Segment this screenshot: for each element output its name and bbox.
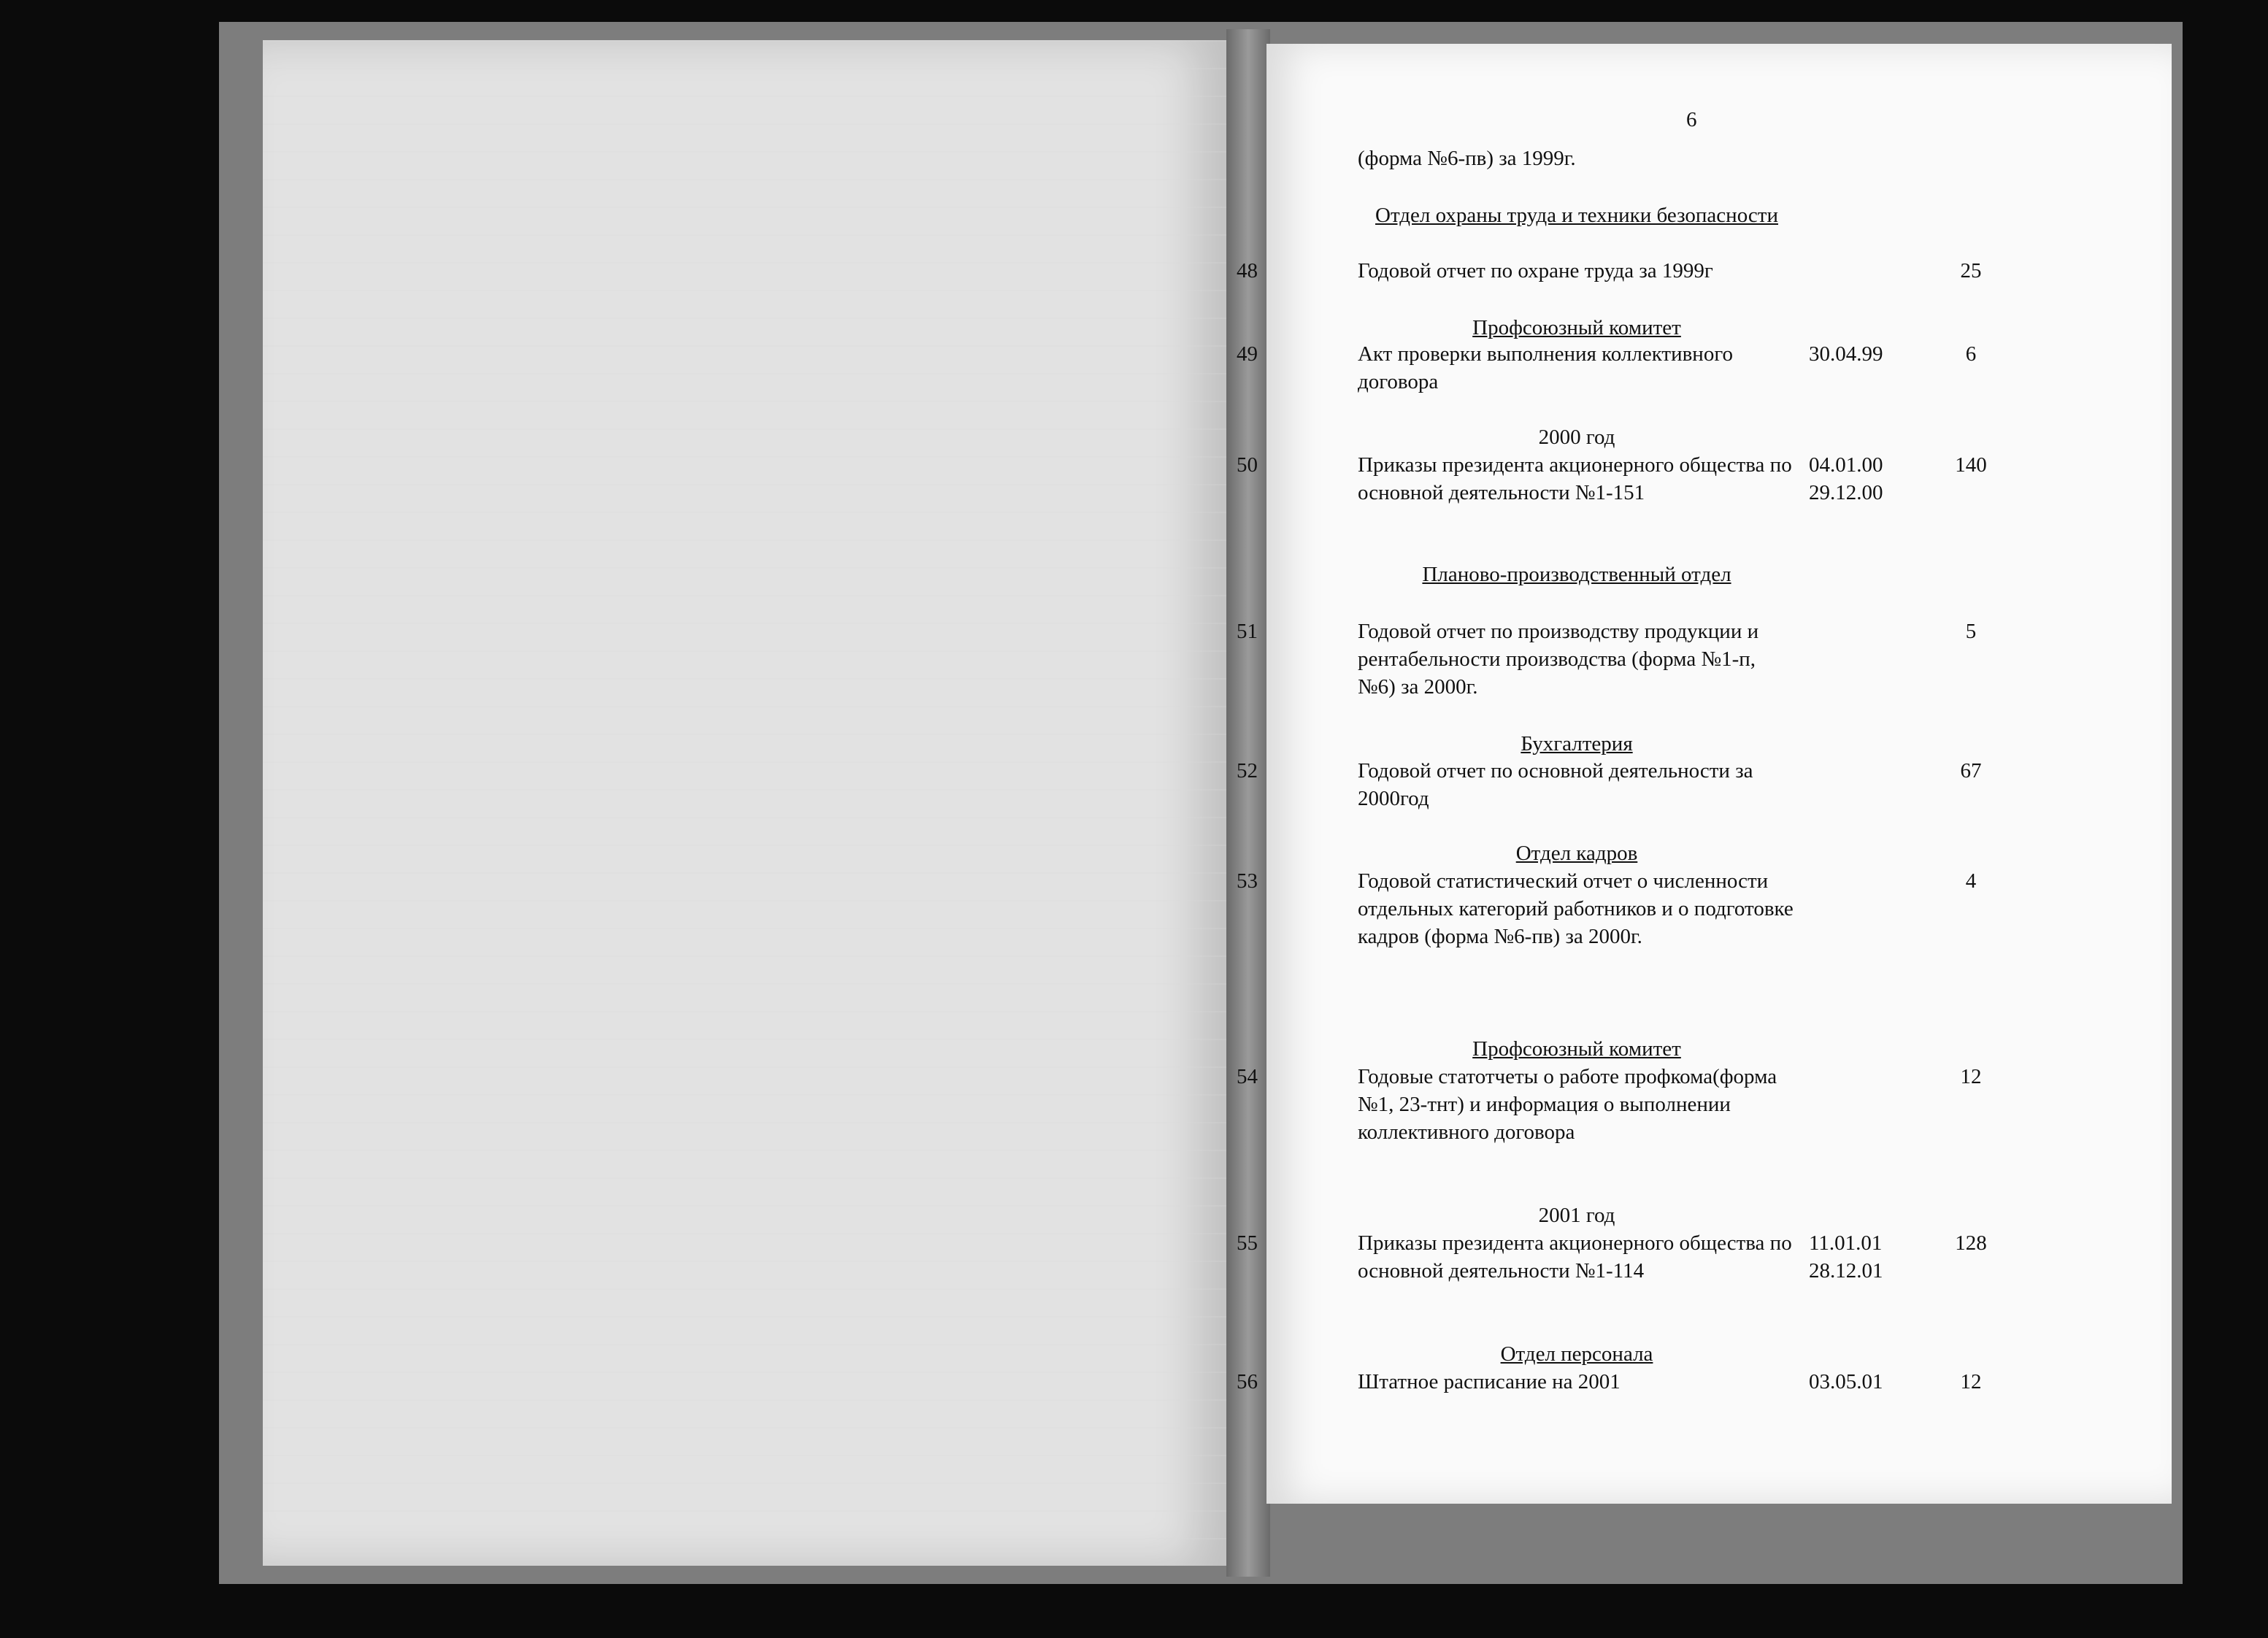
row-date: 03.05.01: [1809, 1370, 1883, 1393]
row-pages: 6: [1965, 342, 1977, 366]
row-date: 11.01.01 28.12.01: [1809, 1231, 1883, 1283]
row-pages: 140: [1955, 453, 1987, 477]
row-number: 56: [1237, 1370, 1258, 1393]
row-number: 51: [1237, 620, 1258, 643]
row-date: 04.01.00 29.12.00: [1809, 453, 1883, 504]
row-title: Приказы президента акционерного общества по основной деятельности №1-151: [1358, 453, 1792, 504]
row-pages: 25: [1960, 259, 1982, 282]
left-page: [263, 40, 1226, 1566]
row-title: Приказы президента акционерного общества по основной деятельности №1-114: [1358, 1231, 1792, 1283]
row-number: 54: [1237, 1065, 1258, 1088]
row-number: 50: [1237, 453, 1258, 477]
row-title: Акт проверки выполнения коллективного договора: [1358, 342, 1733, 393]
row-pages: 67: [1960, 759, 1982, 783]
row-pages: 12: [1960, 1370, 1982, 1393]
dept-heading: Отдел кадров: [1515, 842, 1638, 865]
dept-heading: Профсоюзный комитет: [1472, 316, 1681, 339]
dept-heading: Отдел персонала: [1500, 1342, 1653, 1366]
row-title: Годовой статистический отчет о численности отдельных категорий работников и о подготовке кадров (форма №6-пв) за 2000г.: [1358, 869, 1794, 948]
row-title: Штатное расписание на 2001: [1358, 1370, 1621, 1393]
row-pages: 4: [1965, 869, 1977, 893]
page-number: 6: [1686, 108, 1697, 131]
row-number: 48: [1237, 259, 1258, 282]
year-heading: 2000 год: [1538, 426, 1615, 449]
row-title: Годовой отчет по основной деятельности за 2000год: [1358, 759, 1753, 810]
dept-heading: Планово-производственный отдел: [1422, 563, 1731, 586]
row-pages: 5: [1965, 620, 1977, 643]
row-number: 53: [1237, 869, 1258, 893]
row-title: Годовой отчет по производству продукции и рентабельности производства (форма №1-п, №6) за 2000г.: [1358, 620, 1759, 699]
bleed-through: [263, 40, 1226, 1566]
row-number: 52: [1237, 759, 1258, 783]
row-pages: 128: [1955, 1231, 1987, 1255]
dept-heading: Отдел охраны труда и техники безопасности: [1375, 204, 1778, 227]
dept-heading: Бухгалтерия: [1521, 732, 1633, 755]
row-pages: 12: [1960, 1065, 1982, 1088]
row-number: 49: [1237, 342, 1258, 366]
year-heading: 2001 год: [1538, 1204, 1615, 1227]
row-date: 30.04.99: [1809, 342, 1883, 366]
dept-heading: Профсоюзный комитет: [1472, 1037, 1681, 1061]
row-number: 55: [1237, 1231, 1258, 1255]
row-title: Годовой отчет по охране труда за 1999г: [1358, 259, 1713, 282]
continuation-text: (форма №6-пв) за 1999г.: [1358, 147, 1576, 170]
row-title: Годовые статотчеты о работе профкома(форма №1, 23-тнт) и информация о выполнении коллективного договора: [1358, 1065, 1777, 1144]
